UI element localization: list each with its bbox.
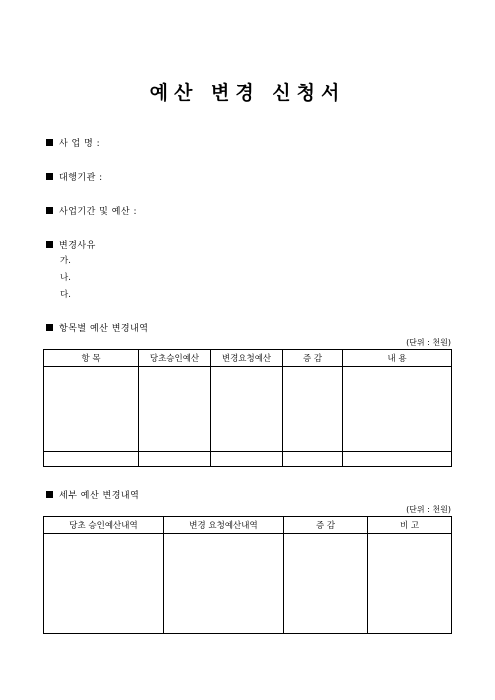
table-cell[interactable] — [368, 534, 452, 634]
section-detail-budget — [46, 488, 139, 501]
table-cell[interactable] — [343, 452, 452, 467]
square-bullet-icon — [46, 241, 53, 248]
table-cell[interactable] — [283, 452, 343, 467]
detail-budget-table — [43, 516, 452, 634]
reason-item-a: 가. — [60, 256, 71, 266]
reason-label: 변경사유 — [59, 241, 96, 251]
table-cell[interactable] — [343, 367, 452, 452]
project-name-label: 사 업 명 : — [59, 139, 101, 149]
table-cell[interactable] — [139, 452, 211, 467]
square-bullet-icon — [46, 173, 53, 180]
section-project-name — [46, 136, 100, 149]
detail-budget-label: 세부 예산 변경내역 — [59, 491, 140, 501]
table-row — [44, 534, 452, 634]
item-budget-table — [43, 349, 452, 467]
table-cell[interactable] — [139, 367, 211, 452]
table-cell[interactable] — [164, 534, 284, 634]
table-cell[interactable] — [44, 534, 164, 634]
table-cell[interactable] — [44, 452, 139, 467]
table-row — [44, 452, 452, 467]
header-original-detail: 당초 승인예산내역 — [44, 517, 164, 534]
reason-item-b: 나. — [60, 273, 71, 283]
square-bullet-icon — [46, 491, 53, 498]
header-original-budget: 당초승인예산 — [139, 350, 211, 367]
reason-item-c: 다. — [60, 290, 71, 300]
header-remarks: 비 고 — [368, 517, 452, 534]
square-bullet-icon — [46, 207, 53, 214]
period-budget-label: 사업기간 및 예산 : — [59, 207, 137, 217]
header-item: 항 목 — [44, 350, 139, 367]
table-header-row — [44, 517, 452, 534]
page-title: 예산 변경 신청서 — [149, 82, 346, 104]
table-cell[interactable] — [284, 534, 368, 634]
section-item-budget — [46, 321, 148, 334]
table-cell[interactable] — [211, 452, 283, 467]
table-row — [44, 367, 452, 452]
header-change: 증 감 — [284, 517, 368, 534]
header-change: 증 감 — [283, 350, 343, 367]
header-requested-detail: 변경 요청예산내역 — [164, 517, 284, 534]
header-requested-budget: 변경요청예산 — [211, 350, 283, 367]
table-header-row — [44, 350, 452, 367]
square-bullet-icon — [46, 324, 53, 331]
section-period-budget — [46, 204, 137, 217]
unit-label-2: (단위 : 천원) — [406, 505, 451, 514]
table-cell[interactable] — [283, 367, 343, 452]
agency-label: 대행기관 : — [59, 173, 103, 183]
square-bullet-icon — [46, 139, 53, 146]
section-reason — [46, 238, 96, 251]
unit-label-1: (단위 : 천원) — [406, 338, 451, 347]
table-cell[interactable] — [44, 367, 139, 452]
table-cell[interactable] — [211, 367, 283, 452]
section-agency — [46, 170, 103, 183]
item-budget-label: 항목별 예산 변경내역 — [59, 324, 149, 334]
header-content: 내 용 — [343, 350, 452, 367]
